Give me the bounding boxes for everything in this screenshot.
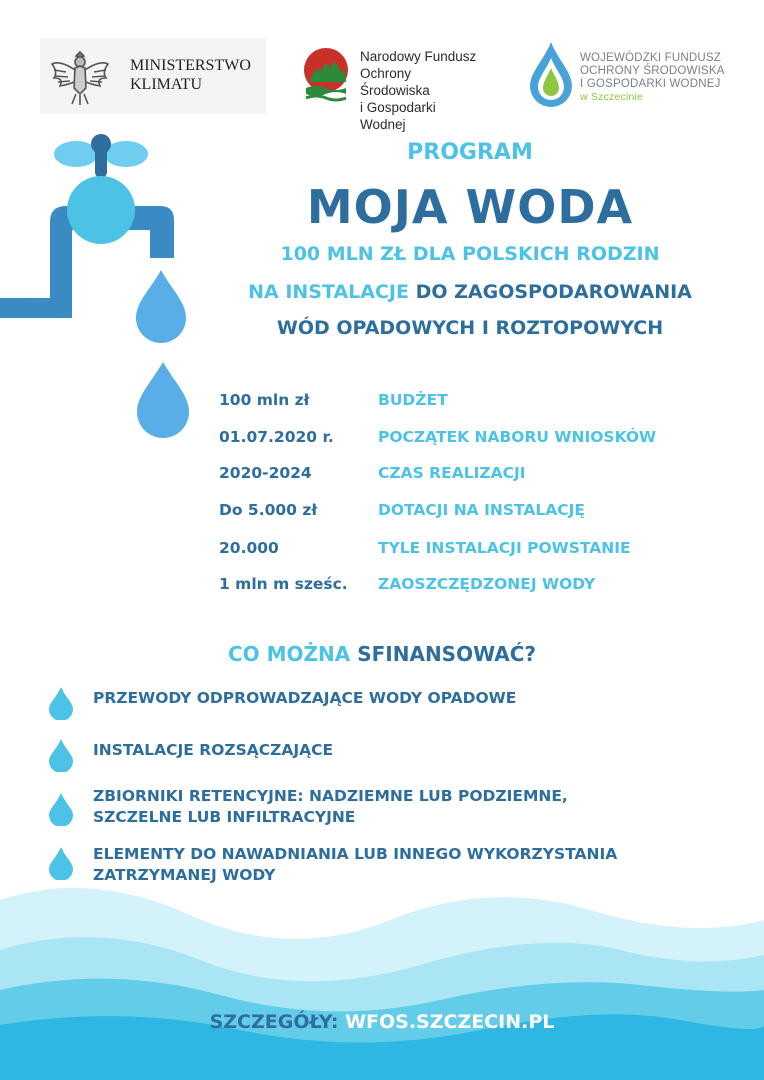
nfos-name-line3: i Gospodarki Wodnej — [360, 100, 436, 132]
subtitle-line2-highlight: NA INSTALACJE — [248, 281, 409, 303]
subtitle-line1: 100 MLN ZŁ DLA POLSKICH RODZIN — [280, 243, 660, 265]
stat-label: POCZĄTEK NABORU WNIOSKÓW — [378, 428, 657, 446]
list-item-text: ZBIORNIKI RETENCYJNE: NADZIEMNE LUB PODZIEMNE, SZCZELNE LUB INFILTRACYJNE — [93, 787, 568, 826]
stat-value: 2020-2024 — [219, 464, 312, 482]
stat-value: 20.000 — [219, 539, 279, 557]
nfos-logo — [302, 44, 482, 132]
eagle-emblem-icon — [46, 42, 114, 110]
ministry-logo — [40, 38, 266, 114]
water-drop-bullet-icon — [48, 738, 74, 772]
footer-label: SZCZEGÓŁY: — [209, 1011, 339, 1033]
finance-heading-rest: SFINANSOWAĆ? — [350, 642, 537, 666]
wfos-name-line3: I GOSPODARKI WODNEJ — [580, 78, 721, 90]
list-item-text: ELEMENTY DO NAWADNIANIA LUB INNEGO WYKORZYSTANIA ZATRZYMANEJ WODY — [93, 845, 618, 884]
subtitle-line3: WÓD OPADOWYCH I ROZTOPOWYCH — [276, 317, 664, 339]
water-drop-bullet-icon — [48, 846, 74, 880]
stat-label: TYLE INSTALACJI POWSTANIE — [378, 539, 631, 557]
stat-label: CZAS REALIZACJI — [378, 464, 526, 482]
nfos-name — [360, 48, 482, 133]
list-item-text: PRZEWODY ODPROWADZAJĄCE WODY OPADOWE — [93, 689, 517, 707]
stat-label: DOTACJI NA INSTALACJĘ — [378, 501, 585, 519]
finance-heading-highlight: CO MOŻNA — [227, 642, 351, 666]
wfos-drop-emblem-icon — [526, 40, 576, 108]
program-title: MOJA WODA — [306, 180, 634, 234]
subtitle-line2-rest: DO ZAGOSPODAROWANIA — [408, 281, 692, 303]
footer-details — [0, 1011, 764, 1033]
ministry-name-line1: MINISTERSTWO — [130, 57, 251, 74]
stat-label: BUDŻET — [378, 391, 448, 409]
water-drop-bullet-icon — [48, 792, 74, 826]
water-drop-icon — [137, 362, 189, 438]
wave-decoration — [0, 880, 764, 1080]
ministry-name — [130, 56, 251, 94]
program-label: PROGRAM — [407, 140, 533, 165]
finance-heading — [0, 642, 764, 666]
stat-value: 1 mln m sześc. — [219, 575, 348, 593]
nfos-name-line2: Ochrony Środowiska — [360, 66, 430, 98]
wfos-name-line2: OCHRONY ŚRODOWISKA — [580, 65, 725, 77]
stat-label: ZAOSZCZĘDZONEJ WODY — [378, 575, 596, 593]
stat-value: 100 mln zł — [219, 391, 310, 409]
faucet-illustration — [0, 130, 200, 440]
wfos-logo — [526, 40, 726, 110]
water-drop-bullet-icon — [48, 686, 74, 720]
wfos-name — [580, 52, 725, 104]
wfos-name-line4: w Szczecinie — [580, 91, 644, 103]
water-drop-icon — [136, 270, 186, 343]
footer-website-link[interactable]: WFOS.SZCZECIN.PL — [338, 1011, 555, 1033]
subtitle-line2 — [200, 281, 740, 303]
wfos-name-line1: WOJEWÓDZKI FUNDUSZ — [580, 52, 721, 64]
nfos-name-line1: Narodowy Fundusz — [360, 49, 477, 64]
nfos-emblem-icon — [302, 44, 356, 108]
list-item-text: INSTALACJE ROZSĄCZAJĄCE — [93, 741, 334, 759]
stat-value: 01.07.2020 r. — [219, 428, 334, 446]
stat-value: Do 5.000 zł — [219, 501, 318, 519]
ministry-name-line2: KLIMATU — [130, 76, 202, 93]
